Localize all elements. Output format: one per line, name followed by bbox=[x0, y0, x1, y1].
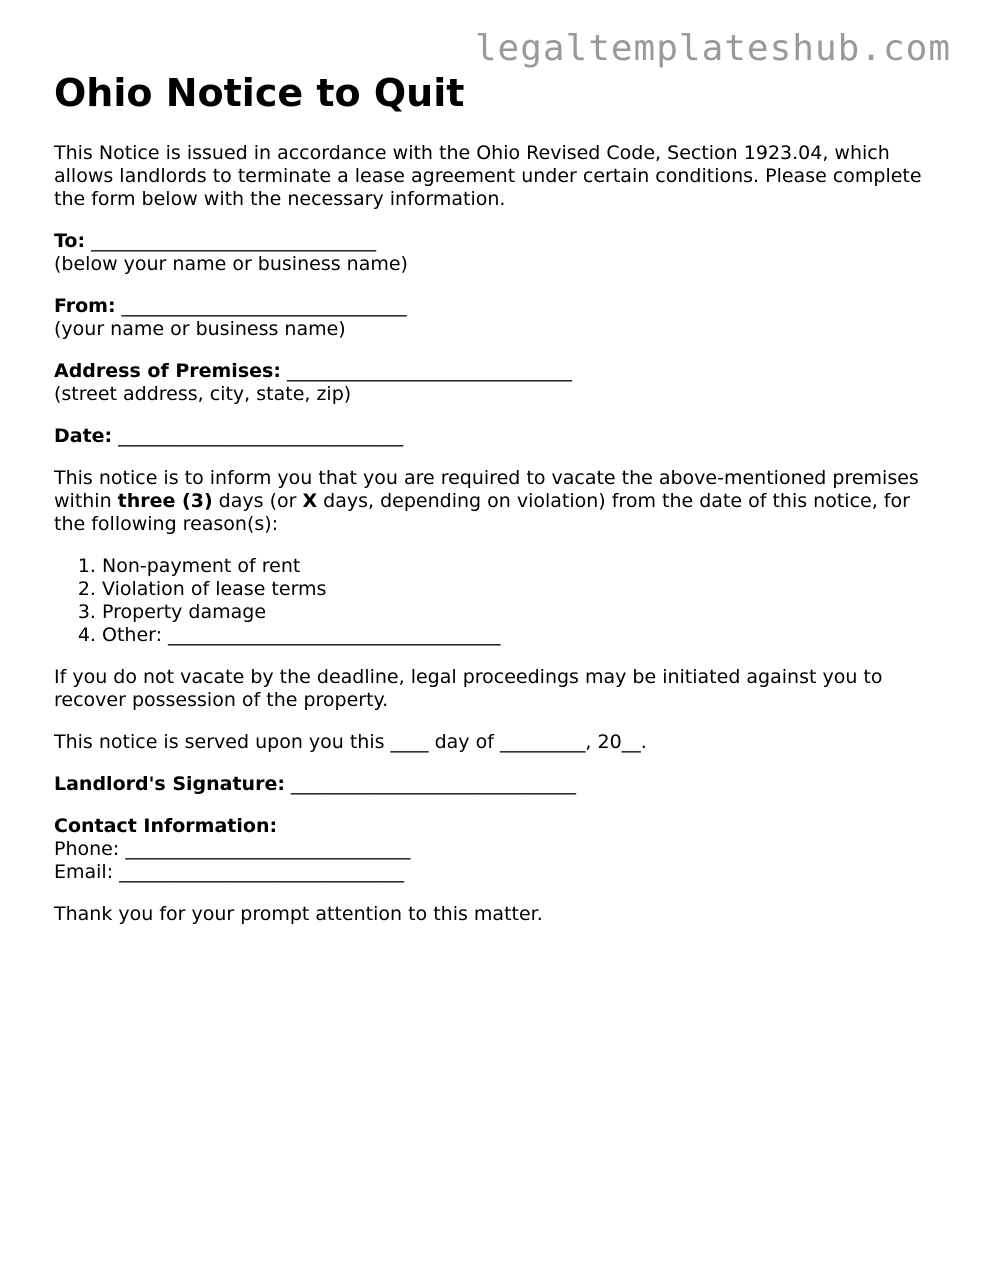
date-field bbox=[54, 425, 924, 448]
email-label: Email: bbox=[54, 861, 114, 883]
address-hint: (street address, city, state, zip) bbox=[54, 383, 352, 405]
from-blank[interactable]: ______________________________ bbox=[121, 295, 407, 317]
signature-blank[interactable]: ______________________________ bbox=[291, 773, 576, 795]
from-label: From: bbox=[54, 295, 116, 317]
closing-paragraph: Thank you for your prompt attention to this matter. bbox=[54, 903, 543, 925]
from-field bbox=[54, 295, 924, 341]
notice-days-bold: three (3) bbox=[117, 490, 213, 512]
page-title: Ohio Notice to Quit bbox=[54, 71, 465, 115]
list-item: 2. Violation of lease terms bbox=[102, 578, 924, 601]
date-label: Date: bbox=[54, 425, 113, 447]
list-item: 3. Property damage bbox=[102, 601, 924, 624]
notice-text-1: This notice is to inform you that you are required to vacate the above-mentioned premises within bbox=[54, 467, 919, 512]
list-item[interactable]: 4. Other: ___________________________________ bbox=[102, 624, 924, 647]
to-label: To: bbox=[54, 230, 86, 252]
served-paragraph[interactable]: This notice is served upon you this ____ day of _________, 20__. bbox=[54, 731, 647, 753]
notice-text-2: days (or bbox=[212, 490, 303, 512]
email-blank[interactable]: ______________________________ bbox=[119, 861, 405, 883]
notice-text-3: days, depending on violation) from the date of this notice, for the following reason(s): bbox=[54, 490, 910, 535]
list-item: 1. Non-payment of rent bbox=[102, 555, 924, 578]
signature-field bbox=[54, 773, 924, 796]
warning-paragraph: If you do not vacate by the deadline, legal proceedings may be initiated against you to recover possession of the property. bbox=[54, 666, 883, 711]
to-hint: (below your name or business name) bbox=[54, 253, 408, 275]
document bbox=[54, 70, 924, 945]
contact-section bbox=[54, 815, 924, 884]
date-blank[interactable]: ______________________________ bbox=[118, 425, 404, 447]
intro-paragraph: This Notice is issued in accordance with the Ohio Revised Code, Section 1923.04, which allows landlords to terminate a lease agreement under certain conditions. Please complete the form below with the necessary information. bbox=[54, 142, 922, 210]
address-label: Address of Premises: bbox=[54, 360, 281, 382]
from-hint: (your name or business name) bbox=[54, 318, 346, 340]
notice-x-bold: X bbox=[302, 490, 318, 512]
address-blank[interactable]: ______________________________ bbox=[286, 360, 572, 382]
address-field bbox=[54, 360, 924, 406]
to-field bbox=[54, 230, 924, 276]
signature-label: Landlord's Signature: bbox=[54, 773, 285, 795]
to-blank[interactable]: ______________________________ bbox=[91, 230, 377, 252]
contact-heading: Contact Information: bbox=[54, 815, 278, 837]
reasons-list bbox=[54, 555, 924, 647]
watermark: legaltemplateshub.com bbox=[474, 28, 951, 69]
phone-label: Phone: bbox=[54, 838, 120, 860]
phone-blank[interactable]: ______________________________ bbox=[125, 838, 411, 860]
notice-paragraph bbox=[54, 467, 924, 536]
